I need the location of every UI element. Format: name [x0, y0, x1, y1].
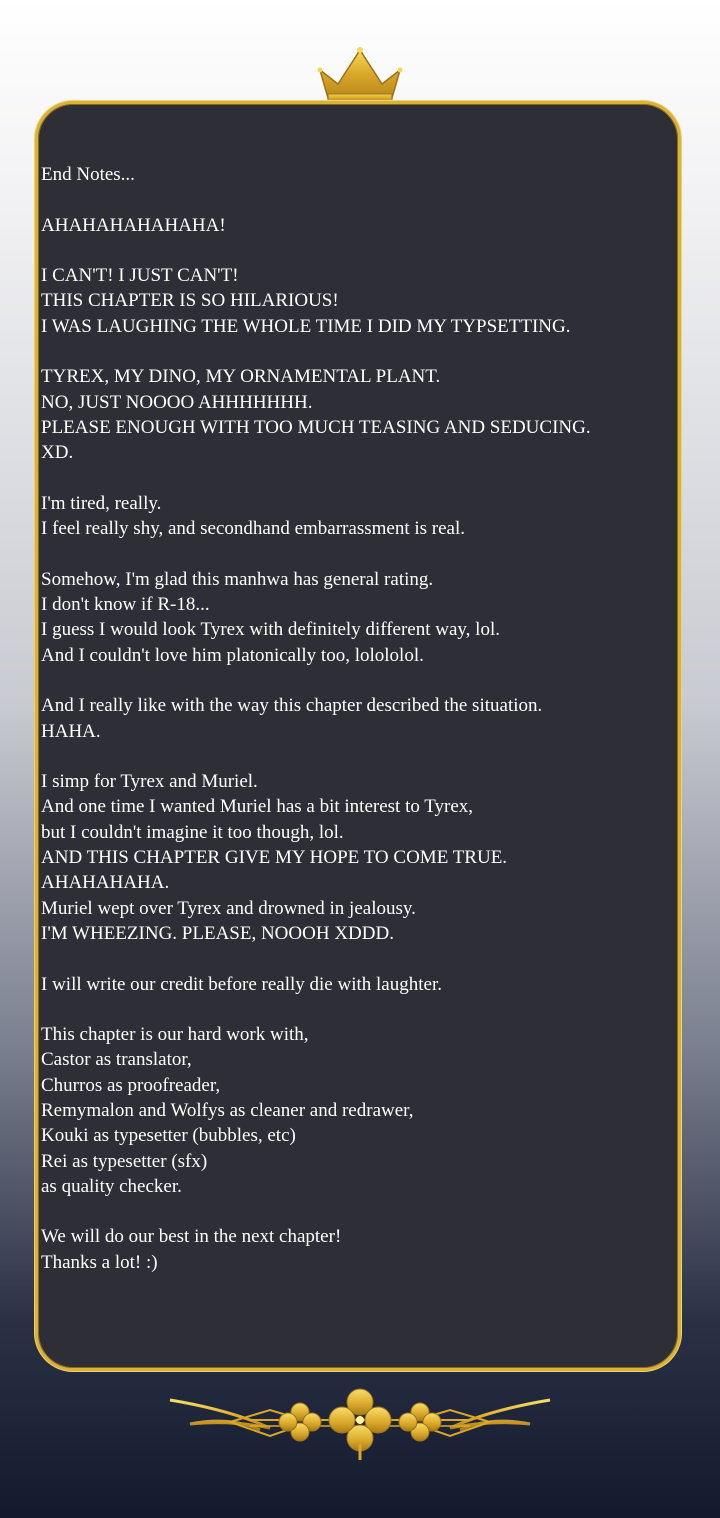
notes-line: Muriel wept over Tyrex and drowned in jealousy. — [41, 897, 416, 919]
notes-line: And I couldn't love him platonically too, lolololol. — [41, 644, 424, 666]
notes-paragraph — [41, 567, 671, 668]
notes-line: TYREX, MY DINO, MY ORNAMENTAL PLANT. — [41, 366, 441, 388]
notes-line: Churros as proofreader, — [41, 1074, 221, 1096]
notes-line: as quality checker. — [41, 1175, 182, 1197]
notes-paragraph — [41, 769, 671, 946]
clover-ornament-icon — [160, 1370, 560, 1470]
notes-line: I'm tired, really. — [41, 492, 162, 514]
notes-line: Somehow, I'm glad this manhwa has general rating. — [41, 568, 434, 590]
notes-line: AHAHAHAHA. — [41, 872, 170, 894]
notes-line: Kouki as typesetter (bubbles, etc) — [41, 1125, 296, 1147]
notes-line: THIS CHAPTER IS SO HILARIOUS! — [41, 290, 339, 312]
notes-line: I don't know if R-18... — [41, 594, 210, 616]
notes-line: HAHA. — [41, 720, 101, 742]
notes-line: AND THIS CHAPTER GIVE MY HOPE TO COME TRUE. — [41, 847, 508, 869]
notes-line: but I couldn't imagine it too though, lol. — [41, 821, 344, 843]
notes-line: Thanks a lot! :) — [41, 1251, 158, 1273]
notes-line: And I really like with the way this chapter described the situation. — [41, 695, 543, 717]
notes-line: I'M WHEEZING. PLEASE, NOOOH XDDD. — [41, 922, 394, 944]
notes-paragraph — [41, 213, 671, 238]
notes-line: This chapter is our hard work with, — [41, 1024, 309, 1046]
notes-paragraph — [41, 1022, 671, 1199]
notes-line: I will write our credit before really die with laughter. — [41, 973, 442, 995]
notes-line: End Notes... — [41, 164, 135, 185]
notes-line: AHAHAHAHAHAHA! — [41, 214, 226, 236]
notes-line: And one time I wanted Muriel has a bit interest to Tyrex, — [41, 796, 474, 818]
notes-paragraph — [41, 972, 671, 997]
notes-paragraph — [41, 491, 671, 542]
crown-icon — [316, 44, 404, 104]
notes-line: NO, JUST NOOOO AHHHHHHH. — [41, 391, 313, 413]
notes-line: XD. — [41, 442, 74, 464]
notes-paragraph — [41, 162, 671, 187]
notes-paragraph — [41, 364, 671, 465]
end-notes-text — [41, 162, 671, 1300]
notes-line: We will do our best in the next chapter! — [41, 1226, 342, 1248]
notes-line: Remymalon and Wolfys as cleaner and redrawer, — [41, 1099, 414, 1121]
notes-paragraph — [41, 693, 671, 744]
notes-line: I CAN'T! I JUST CAN'T! — [41, 265, 239, 287]
notes-paragraph — [41, 263, 671, 339]
notes-line: I simp for Tyrex and Muriel. — [41, 771, 258, 793]
notes-line: I feel really shy, and secondhand embarrassment is real. — [41, 518, 465, 540]
notes-line: Castor as translator, — [41, 1049, 192, 1071]
notes-line: Rei as typesetter (sfx) — [41, 1150, 208, 1172]
notes-line: I WAS LAUGHING THE WHOLE TIME I DID MY TYPSETTING. — [41, 315, 571, 337]
notes-paragraph — [41, 1224, 671, 1275]
notes-line: I guess I would look Tyrex with definitely different way, lol. — [41, 619, 500, 641]
notes-line: PLEASE ENOUGH WITH TOO MUCH TEASING AND SEDUCING. — [41, 416, 591, 438]
